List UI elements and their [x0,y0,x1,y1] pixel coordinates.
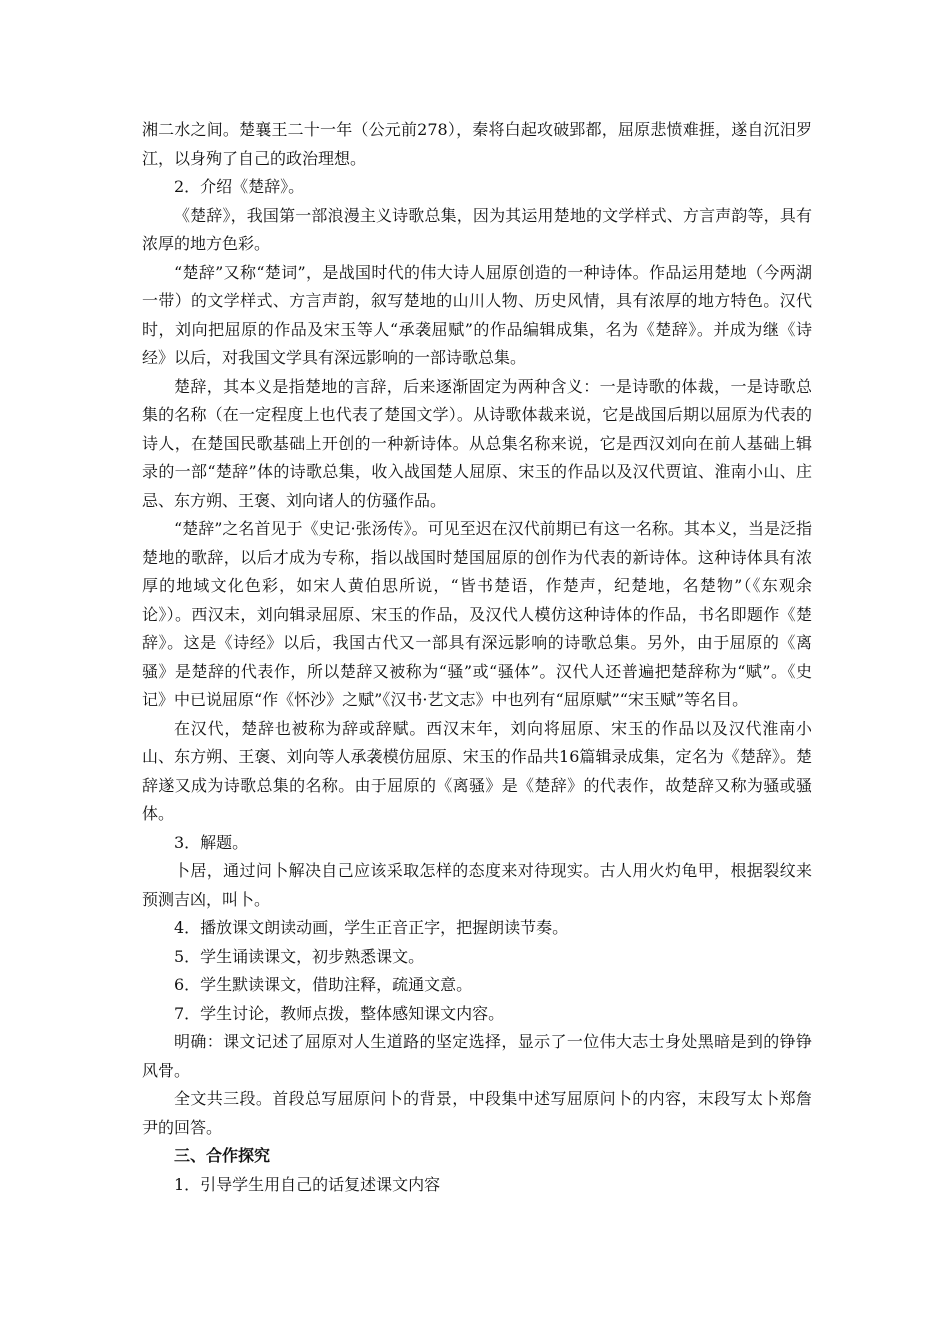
paragraph-chuci-intro: 《楚辞》，我国第一部浪漫主义诗歌总集，因为其运用楚地的文学样式、方言声韵等，具有浓厚的地方色彩。 [142,205,812,253]
paragraph-chuci-han: 在汉代，楚辞也被称为辞或辞赋。西汉末年，刘向将屈原、宋玉的作品以及汉代淮南小山、东方朔、王褒、刘向等人承袭模仿屈原、宋玉的作品共16篇辑录成集，定名为《楚辞》。楚辞遂又成为诗歌总集的名称。由于屈原的《离骚》是《楚辞》的代表作，故楚辞又称为骚或骚体。 [142,718,812,823]
paragraph-continuation: 湘二水之间。楚襄王二十一年（公元前278），秦将白起攻破郢都，屈原悲愤难捱，遂自沉汨罗江，以身殉了自己的政治理想。 [142,120,812,168]
item-7: 7．学生讨论，教师点拨，整体感知课文内容。 [174,1003,505,1023]
item-6: 6．学生默读课文，借助注释，疏通文意。 [174,975,473,994]
paragraph-chuci-ci: “楚辞”又称“楚词”，是战国时代的伟大诗人屈原创造的一种诗体。作品运用楚地（今两湖一带）的文学样式、方言声韵，叙写楚地的山川人物、历史风情，具有浓厚的地方特色。汉代时，刘向把屈原的作品及宋玉等人“承袭屈赋”的作品编辑成集，名为《楚辞》。并成为继《诗经》以后，对我国文学具有深远影响的一部诗歌总集。 [142,262,812,367]
paragraph-structure: 全文共三段。首段总写屈原问卜的背景，中段集中述写屈原问卜的内容，末段写太卜郑詹尹的回答。 [142,1089,812,1137]
section-heading-cooperation: 三、合作探究 [174,1146,271,1165]
item-1-retell: 1．引导学生用自己的话复述课文内容 [174,1174,441,1194]
item-3-heading: 3．解题。 [174,832,249,852]
item-4: 4．播放课文朗读动画，学生正音正字，把握朗读节奏。 [174,918,569,937]
paragraph-chuci-origin: “楚辞”之名首见于《史记·张汤传》。可见至迟在汉代前期已有这一名称。其本义，当是泛指楚地的歌辞，以后才成为专称，指以战国时楚国屈原的创作为代表的新诗体。这种诗体具有浓厚的地域文化色彩，如宋人黄伯思所说，“皆书楚语，作楚声，纪楚地，名楚物”（《东观余论》）。西汉末，刘向辑录屈原、宋玉的作品，及汉代人模仿这种诗体的作品，书名即题作《楚辞》。这是《诗经》以后，我国古代又一部具有深远影响的诗歌总集。另外，由于屈原的《离骚》是楚辞的代表作，所以楚辞又被称为“骚”或“骚体”。汉代人还普遍把楚辞称为“赋”。《史记》中已说屈原“作《怀沙》之赋”《汉书·艺文志》中也列有“屈原赋”“宋玉赋”等名目。 [142,519,812,709]
paragraph-clarify: 明确：课文记述了屈原对人生道路的坚定选择，显示了一位伟大志士身处黑暗是到的铮铮风骨。 [142,1032,812,1080]
item-5: 5．学生诵读课文，初步熟悉课文。 [174,946,425,966]
document-page [142,116,812,1199]
item-2-heading: 2．介绍《楚辞》。 [174,177,305,196]
paragraph-title-explain: 卜居，通过问卜解决自己应该采取怎样的态度来对待现实。古人用火灼龟甲，根据裂纹来预测吉凶，叫卜。 [142,861,812,909]
paragraph-chuci-meaning: 楚辞，其本义是指楚地的言辞，后来逐渐固定为两种含义：一是诗歌的体裁，一是诗歌总集的名称（在一定程度上也代表了楚国文学）。从诗歌体裁来说，它是战国后期以屈原为代表的诗人，在楚国民歌基础上开创的一种新诗体。从总集名称来说，它是西汉刘向在前人基础上辑录的一部“楚辞”体的诗歌总集，收入战国楚人屈原、宋玉的作品以及汉代贾谊、淮南小山、庄忌、东方朔、王褒、刘向诸人的仿骚作品。 [142,376,812,510]
